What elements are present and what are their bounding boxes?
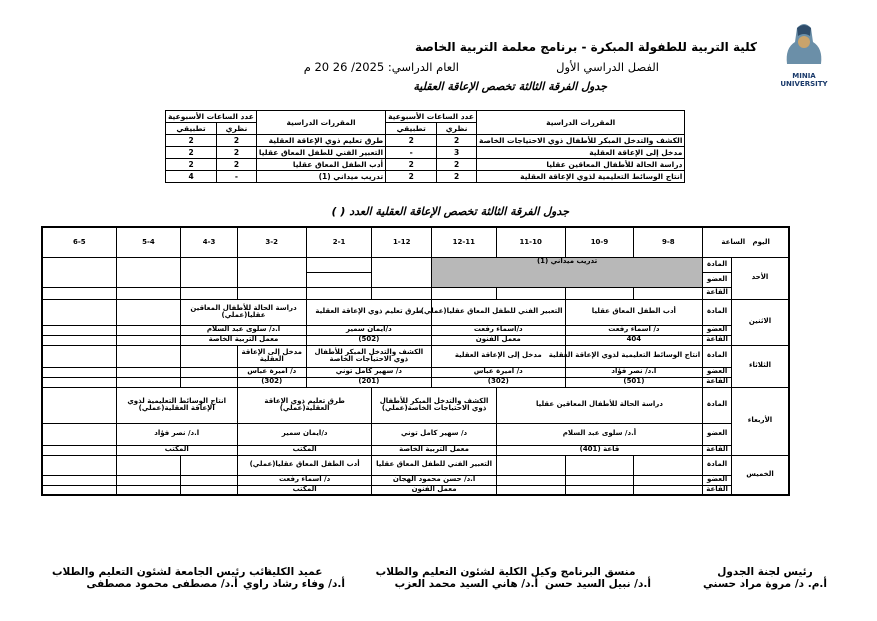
time-slot: 9-8 [634,227,703,257]
practical-value: 4 [166,171,217,183]
signature-block [376,566,557,590]
class-subject: التعبير الفني للطفل المعاق عقليا [372,455,496,475]
empty-cell [181,455,238,475]
class-room: المكتب [116,445,237,455]
time-slot: 4-3 [181,227,238,257]
table-row [166,171,685,183]
practical-header: تطبيقي [386,123,437,135]
empty-cell [42,423,116,445]
row-label-room: القاعة [703,445,732,455]
class-subject: أدب الطفل المعاق عقليا [565,299,703,325]
course-name: طرق تعليم ذوي الإعاقة العقلية [256,135,385,147]
semester-label: الفصل الدراسي الأول [556,60,659,74]
time-label: الساعة [721,237,746,246]
table-row [166,135,685,147]
day-time-header [703,227,789,257]
field-training-cell: تدريب ميداني (1) [432,257,703,287]
day-wednesday: الأربعاء [731,387,789,455]
empty-cell [181,475,238,485]
empty-cell [181,367,238,377]
signature-name: أ.د/ مصطفى محمود مصطفى [86,578,238,590]
academic-year: العام الدراسي: 2025/ 26 20 م [303,60,459,74]
course-name: تدريب ميداني (1) [256,171,385,183]
class-staff: ا.د/ سلوى عبد السلام [181,325,306,335]
schedule-title: جدول الفرقة الثالثة تخصص الإعاقة العقلية العدد ( ) [331,205,569,218]
course-name: أدب الطفل المعاق عقليا [256,159,385,171]
theory-header: نظري [217,123,257,135]
schedule-table [41,226,790,496]
empty-cell [42,325,116,335]
empty-cell [42,335,116,345]
empty-cell [237,257,306,287]
empty-cell [181,377,238,387]
course-name: التعبير الفني للطفل المعاق عقليا [256,147,385,159]
empty-cell [496,287,565,299]
practical-value: 2 [386,171,437,183]
empty-cell [116,377,181,387]
class-staff: ا.د/ نصر فؤاد [565,367,703,377]
practical-value: 2 [386,135,437,147]
class-room: معمل الفنون [372,485,496,495]
empty-cell [116,335,181,345]
row-label-staff: العضو [703,475,732,485]
empty-cell [42,377,116,387]
empty-cell [634,287,703,299]
class-staff: د/اسماء رفعت [432,325,566,335]
class-subject: مدخل إلى الإعاقة العقلية [237,345,306,367]
theory-value: 2 [437,135,477,147]
theory-value: 3 [437,147,477,159]
row-label-subject: المادة [703,345,732,367]
subtitle: جدول الفرقة الثالثة تخصص الإعاقة العقلية [413,80,607,93]
header-title: كلية التربية للطفولة المبكرة - برنامج معلمة التربية الخاصة [414,40,757,54]
practical-header: تطبيقي [166,123,217,135]
class-staff: د/ اسماء رفعت [237,475,372,485]
empty-cell [42,445,116,455]
empty-cell [634,475,703,485]
signature-role: نائب رئيس الجامعة لشئون التعليم والطلاب [52,566,273,578]
signature-name: أ.د/ نبيل السيد حسن [545,578,651,590]
row-label-subject: المادة [703,257,732,272]
empty-cell [42,299,116,325]
course-name: دراسة الحالة للأطفال المعاقين عقليا [477,159,685,171]
theory-value: - [217,171,257,183]
theory-header: نظري [437,123,477,135]
nefertiti-logo-icon [777,18,831,68]
time-slot: 10-9 [565,227,634,257]
row-label-staff: العضو [703,367,732,377]
empty-cell [42,485,116,495]
empty-cell [634,455,703,475]
empty-cell [42,287,116,299]
signature-block [703,566,827,590]
class-subject: انتاج الوسائط التعليمية لذوي الإعاقة العقلية [565,345,703,367]
row-label-room: القاعة [703,335,732,345]
class-room: قاعة (401) [496,445,702,455]
row-label-room: القاعة [703,485,732,495]
empty-cell [237,287,306,299]
table-row [166,159,685,171]
empty-cell [116,257,181,287]
empty-cell [181,257,238,287]
empty-cell [181,345,238,367]
theory-value: 2 [217,159,257,171]
row-label-staff: العضو [703,272,732,287]
empty-cell [181,485,238,495]
signature-role: عميد الكلية [265,566,323,578]
empty-cell [42,345,116,367]
empty-cell [116,475,181,485]
signature-name: أ.د/ وفاء رشاد راوي [243,578,345,590]
empty-cell [306,272,372,287]
theory-value: 2 [437,171,477,183]
class-room: (302) [432,377,566,387]
class-room: معمل التربية الخاصة [181,335,306,345]
empty-cell [565,455,634,475]
empty-cell [181,287,238,299]
practical-value: 2 [166,135,217,147]
logo-text: MINIA UNIVERSITY [780,72,828,88]
class-room: المكتب [237,445,372,455]
signature-name: أ.م. د/ مروة مراد حسني [702,578,827,590]
empty-cell [432,287,497,299]
class-room: معمل الفنون [432,335,566,345]
class-room: معمل التربية الخاصة [372,445,496,455]
theory-value: 2 [437,159,477,171]
class-room: 404 [565,335,703,345]
class-staff: د/ سهير كامل توني [306,367,431,377]
empty-cell [116,345,181,367]
row-label-subject: المادة [703,455,732,475]
empty-cell [116,455,181,475]
signature-block [52,566,272,590]
practical-value: 2 [386,159,437,171]
theory-value: 2 [217,135,257,147]
empty-cell [565,287,634,299]
class-subject: الكشف والتدخل المبكر للأطفال ذوي الاحتياجات الخاصة(عملي) [372,387,496,423]
courses-table [165,110,685,183]
row-label-room: القاعة [703,287,732,299]
class-staff: ا.د/ حسن محمود الهجان [372,475,496,485]
empty-cell [372,257,432,287]
empty-cell [306,257,372,272]
course-header-right: المقررات الدراسية [477,111,685,135]
practical-value: 2 [166,159,217,171]
course-header-left: المقررات الدراسية [256,111,385,135]
practical-value: 2 [166,147,217,159]
class-subject: الكشف والتدخل المبكر للأطفال ذوي الاحتياجات الخاصة [306,345,431,367]
signature-role: رئيس لجنة الجدول [717,566,813,578]
time-slot: 3-2 [237,227,306,257]
empty-cell [42,367,116,377]
empty-cell [565,475,634,485]
class-room: (502) [306,335,431,345]
empty-cell [372,287,432,299]
class-staff: د/ اسماء رفعت [565,325,703,335]
class-subject: طرق تعليم ذوي الإعاقة العقلية(عملي) [237,387,372,423]
empty-cell [306,287,372,299]
course-name: مدخل إلى الإعاقة العقلية [477,147,685,159]
class-room: (501) [565,377,703,387]
table-row [166,147,685,159]
empty-cell [496,455,565,475]
empty-cell [634,485,703,495]
class-subject: طرق تعليم ذوي الإعاقة العقلية [306,299,431,325]
time-slot: 12-11 [432,227,497,257]
empty-cell [42,257,116,287]
class-subject: التعبير الفني للطفل المعاق عقليا(عملي) [432,299,566,325]
empty-cell [42,475,116,485]
day-label: اليوم [752,237,770,246]
empty-cell [42,387,116,423]
time-slot: 6-5 [42,227,116,257]
course-name: انتاج الوسائط التعليمية لذوي الإعاقة العقلية [477,171,685,183]
class-staff: د/ايمان سمير [306,325,431,335]
row-label-staff: العضو [703,423,732,445]
row-label-subject: المادة [703,299,732,325]
day-sunday: الأحد [731,257,789,299]
empty-cell [565,485,634,495]
hours-header-right: عدد الساعات الأسبوعية [386,111,477,123]
university-logo [770,18,838,88]
theory-value: 2 [217,147,257,159]
time-slot: 1-12 [372,227,432,257]
empty-cell [116,367,181,377]
time-slot: 5-4 [116,227,181,257]
signature-block [545,566,651,590]
class-staff: د/ اميرة عباس [237,367,306,377]
row-label-staff: العضو [703,325,732,335]
class-subject: أدب الطفل المعاق عقليا(عملي) [237,455,372,475]
class-staff: أ.د/ سلوى عبد السلام [496,423,702,445]
empty-cell [116,287,181,299]
time-slot: 11-10 [496,227,565,257]
class-room: (302) [237,377,306,387]
signature-name: أ.د/ هاني السيد محمد العزب [394,578,539,590]
class-staff: د/ اميرة عباس [432,367,566,377]
signature-role: وكيل الكلية لشئون التعليم والطلاب [375,566,557,578]
hours-header-left: عدد الساعات الأسبوعية [166,111,257,123]
empty-cell [496,485,565,495]
class-subject: مدخل إلى الإعاقة العقلية [432,345,566,367]
time-slot: 2-1 [306,227,372,257]
day-tuesday: الثلاثاء [731,345,789,387]
row-label-room: القاعة [703,377,732,387]
empty-cell [116,299,181,325]
empty-cell [496,475,565,485]
class-staff: ا.د/ نصر فؤاد [116,423,237,445]
signature-role: منسق البرنامج [560,566,636,578]
empty-cell [116,325,181,335]
empty-cell [42,455,116,475]
class-staff: د/ايمان سمير [237,423,372,445]
class-subject: انتاج الوسائط التعليمية لذوي الإعاقة العقلية(عملي) [116,387,237,423]
class-subject: دراسة الحالة للأطفال المعاقين عقليا(عملي) [181,299,306,325]
class-staff: د/ سهير كامل توني [372,423,496,445]
class-room: المكتب [237,485,372,495]
day-thursday: الخميس [731,455,789,495]
practical-value: - [386,147,437,159]
row-label-subject: المادة [703,387,732,423]
class-room: (201) [306,377,431,387]
course-name: الكشف والتدخل المبكر للأطفال ذوي الاحتياجات الخاصة [477,135,685,147]
day-monday: الاثنين [731,299,789,345]
class-subject: دراسة الحالة للأطفال المعاقين عقليا [496,387,702,423]
empty-cell [116,485,181,495]
